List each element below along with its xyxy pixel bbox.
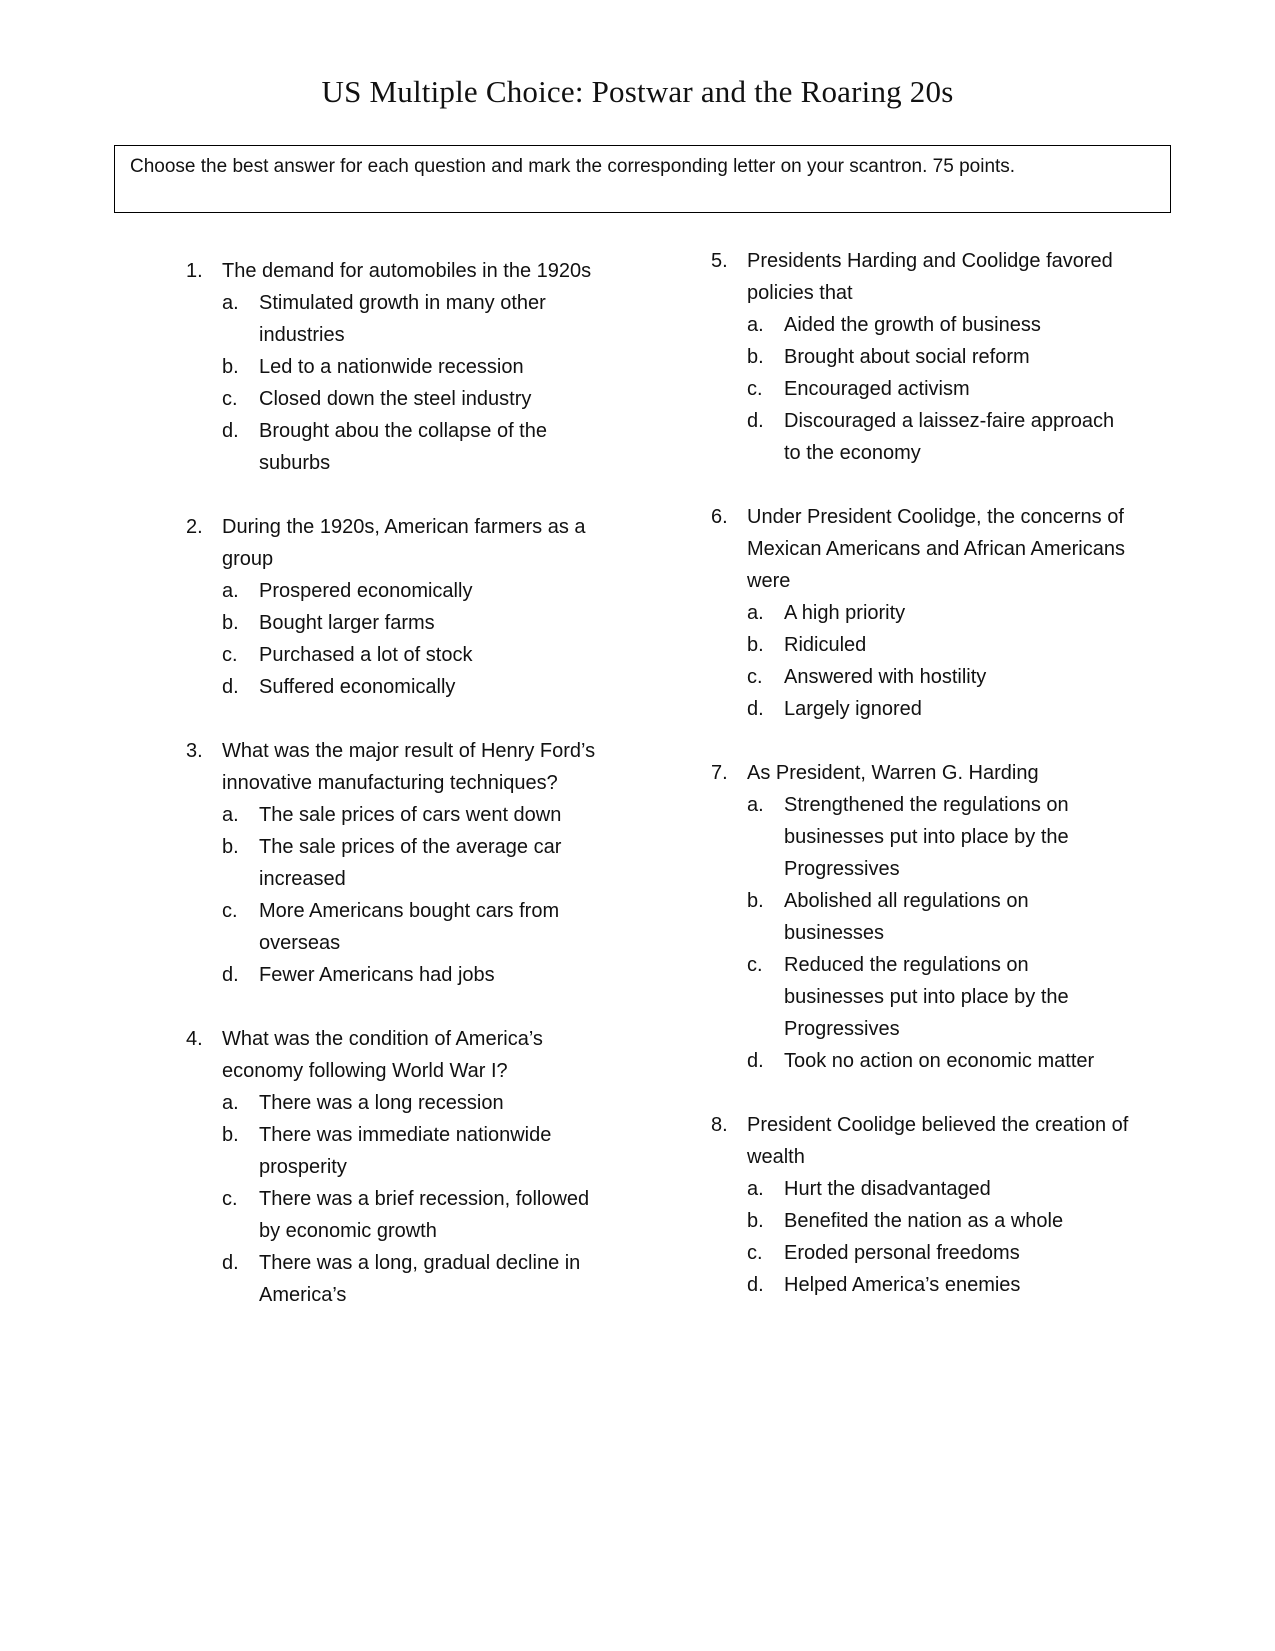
answer-options [701,1173,1131,1301]
answer-option [176,799,606,831]
option-text: Brought about social reform [784,346,1030,368]
option-text: More Americans bought cars from overseas [259,900,560,954]
answer-option [176,671,606,703]
left-column [176,255,606,1343]
option-letter: b. [222,356,239,378]
answer-option [701,693,1131,725]
question-text: During the 1920s, American farmers as a group [222,516,586,570]
question-number: 2. [186,516,203,538]
answer-options [701,597,1131,725]
option-text: Strengthened the regulations on businesses put into place by the Progressives [784,794,1069,880]
option-letter: b. [747,634,764,656]
option-letter: a. [222,1092,239,1114]
question-row [176,1023,606,1087]
option-text: Took no action on economic matter [784,1050,1095,1072]
option-letter: c. [222,1188,238,1210]
option-text: There was a brief recession, followed by economic growth [259,1188,590,1242]
question-number: 8. [711,1114,728,1136]
question-row [701,1109,1131,1173]
option-text: Discouraged a laissez-faire approach to the economy [784,410,1115,464]
answer-option [701,1205,1131,1237]
answer-option [176,1119,606,1183]
answer-option [701,1269,1131,1301]
option-text: The sale prices of the average car increased [259,836,562,890]
right-column [701,245,1131,1333]
question-number: 3. [186,740,203,762]
option-letter: a. [747,602,764,624]
answer-option [176,383,606,415]
option-letter: a. [747,794,764,816]
question-text: As President, Warren G. Harding [747,762,1039,784]
question-row [701,757,1131,789]
answer-option [701,597,1131,629]
question-number: 6. [711,506,728,528]
question [176,1023,606,1311]
option-letter: d. [222,676,239,698]
option-letter: c. [222,900,238,922]
question-number: 5. [711,250,728,272]
question-text: Presidents Harding and Coolidge favored policies that [747,250,1113,304]
question [701,501,1131,725]
answer-option [176,1087,606,1119]
option-text: Ridiculed [784,634,867,656]
question-row [176,735,606,799]
question [176,255,606,479]
question [176,511,606,703]
option-text: Led to a nationwide recession [259,356,524,378]
option-letter: d. [222,964,239,986]
answer-options [701,309,1131,469]
answer-options [701,789,1131,1077]
answer-option [176,895,606,959]
question-text: What was the condition of America’s economy following World War I? [222,1028,543,1082]
option-text: Largely ignored [784,698,922,720]
option-text: Closed down the steel industry [259,388,532,410]
option-text: Hurt the disadvantaged [784,1178,991,1200]
answer-option [176,287,606,351]
answer-option [701,949,1131,1045]
option-text: Answered with hostility [784,666,987,688]
answer-option [176,607,606,639]
answer-option [176,415,606,479]
option-letter: c. [222,644,238,666]
option-letter: c. [747,954,763,976]
option-text: Abolished all regulations on businesses [784,890,1029,944]
answer-option [176,1247,606,1311]
option-text: Benefited the nation as a whole [784,1210,1064,1232]
question-row [176,255,606,287]
option-letter: a. [747,1178,764,1200]
answer-option [176,575,606,607]
question-row [701,245,1131,309]
option-text: Helped America’s enemies [784,1274,1021,1296]
question-number: 4. [186,1028,203,1050]
option-text: The sale prices of cars went down [259,804,562,826]
question [176,735,606,991]
question [701,245,1131,469]
question-row [701,501,1131,597]
option-letter: d. [747,410,764,432]
answer-option [701,405,1131,469]
option-text: Fewer Americans had jobs [259,964,495,986]
instructions-box [114,145,1171,213]
question-number: 1. [186,260,203,282]
option-letter: a. [222,292,239,314]
answer-option [701,1173,1131,1205]
answer-option [701,661,1131,693]
option-letter: b. [222,1124,239,1146]
page-title: US Multiple Choice: Postwar and the Roaring 20s [321,74,954,109]
answer-options [176,1087,606,1311]
option-letter: d. [222,1252,239,1274]
question-text: President Coolidge believed the creation of wealth [747,1114,1129,1168]
option-text: Suffered economically [259,676,456,698]
option-text: Eroded personal freedoms [784,1242,1020,1264]
option-letter: a. [747,314,764,336]
answer-option [701,629,1131,661]
answer-option [701,309,1131,341]
option-letter: c. [747,1242,763,1264]
question [701,757,1131,1077]
option-text: Bought larger farms [259,612,435,634]
option-letter: b. [747,346,764,368]
question-number: 7. [711,762,728,784]
option-letter: b. [747,890,764,912]
option-text: Stimulated growth in many other industries [259,292,546,346]
option-letter: a. [222,580,239,602]
option-text: There was immediate nationwide prosperity [259,1124,552,1178]
option-text: Reduced the regulations on businesses put into place by the Progressives [784,954,1069,1040]
answer-option [701,373,1131,405]
option-letter: d. [747,698,764,720]
option-letter: b. [222,836,239,858]
option-letter: d. [747,1274,764,1296]
option-text: Purchased a lot of stock [259,644,473,666]
answer-options [176,799,606,991]
option-text: Aided the growth of business [784,314,1041,336]
instructions-text: Choose the best answer for each question and mark the corresponding letter on your scantron. 75 points. [130,156,1016,177]
option-letter: c. [747,378,763,400]
answer-option [701,1045,1131,1077]
option-letter: a. [222,804,239,826]
option-text: Prospered economically [259,580,473,602]
option-letter: d. [222,420,239,442]
question-text: What was the major result of Henry Ford’s innovative manufacturing techniques? [222,740,596,794]
answer-option [176,831,606,895]
answer-option [701,341,1131,373]
option-letter: b. [747,1210,764,1232]
answer-option [176,959,606,991]
question [701,1109,1131,1301]
option-text: A high priority [784,602,906,624]
option-text: There was a long recession [259,1092,504,1114]
question-text: The demand for automobiles in the 1920s [222,260,592,282]
option-text: Encouraged activism [784,378,970,400]
answer-option [701,789,1131,885]
answer-option [176,351,606,383]
answer-option [701,885,1131,949]
answer-options [176,287,606,479]
question-text: Under President Coolidge, the concerns of Mexican Americans and African Americans were [747,506,1125,592]
option-letter: d. [747,1050,764,1072]
answer-option [176,639,606,671]
option-letter: c. [222,388,238,410]
option-text: Brought abou the collapse of the suburbs [259,420,547,474]
option-letter: b. [222,612,239,634]
answer-option [176,1183,606,1247]
option-letter: c. [747,666,763,688]
answer-options [176,575,606,703]
option-text: There was a long, gradual decline in America’s [259,1252,581,1306]
question-row [176,511,606,575]
answer-option [701,1237,1131,1269]
